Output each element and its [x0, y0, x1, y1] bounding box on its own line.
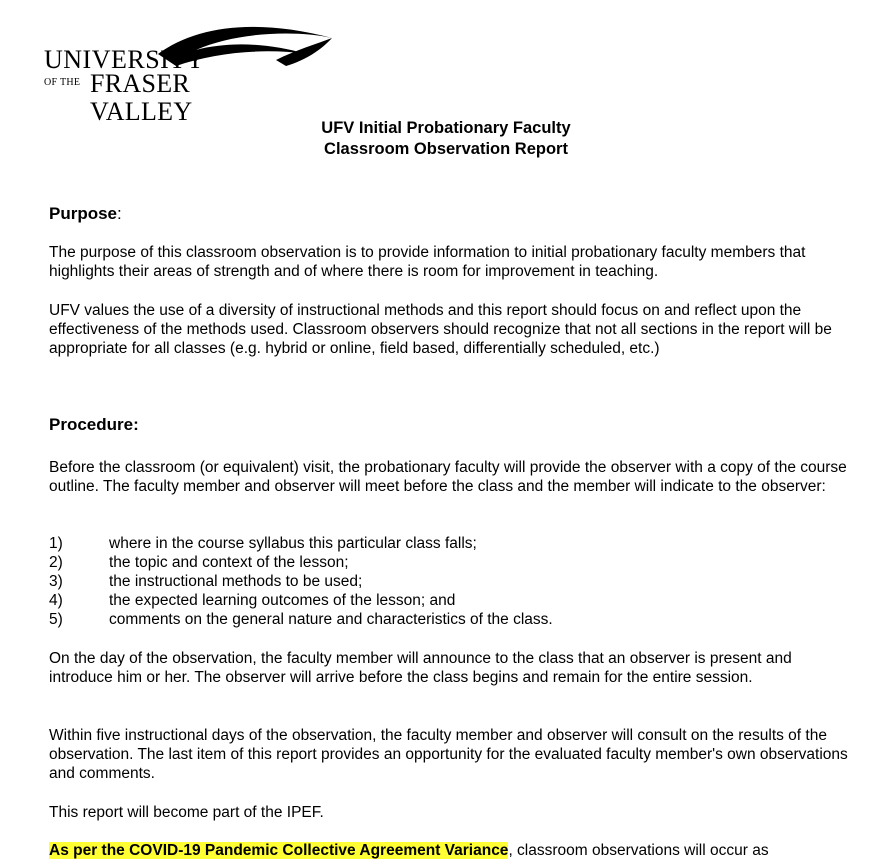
list-item	[49, 591, 849, 610]
document-title	[0, 118, 892, 160]
procedure-ipef-paragraph: This report will become part of the IPEF.	[49, 804, 324, 821]
list-item-text: the topic and context of the lesson;	[109, 554, 349, 571]
procedure-day-paragraph: On the day of the observation, the faculty member will announce to the class that an observer is present and introduce him or her. The observer will arrive before the class begins and remain for the entire session.	[49, 650, 792, 686]
logo-fraser-valley-text: FRASER VALLEY	[90, 69, 193, 126]
procedure-heading-label: Procedure:	[49, 415, 139, 434]
procedure-consult-paragraph: Within five instructional days of the observation, the faculty member and observer will consult on the results of the observation. The last item of this report provides an opportunity for the evaluated faculty member's own observations and comments.	[49, 727, 848, 782]
list-item-number: 2)	[49, 554, 63, 571]
purpose-heading-label: Purpose	[49, 204, 118, 223]
purpose-heading	[49, 204, 122, 224]
covid-variance-paragraph	[49, 841, 849, 860]
covid-variance-text: , classroom observations will occur as	[508, 842, 769, 859]
logo-university-text: UNIVERSITY	[44, 45, 205, 74]
list-item	[49, 572, 849, 591]
procedure-heading	[49, 415, 139, 435]
ufv-logo	[44, 20, 294, 126]
title-line-2: Classroom Observation Report	[324, 140, 568, 158]
purpose-paragraph-2: UFV values the use of a diversity of instructional methods and this report should focus on and reflect upon the effectiveness of the methods used. Classroom observers should recognize that not all sections in the report will be appropriate for all classes (e.g. hybrid or online, field based, differentially scheduled, etc.)	[49, 302, 832, 357]
procedure-intro: Before the classroom (or equivalent) visit, the probationary faculty will provide the observer with a copy of the course outline. The faculty member and observer will meet before the class and the member will indicate to the observer:	[49, 459, 847, 495]
procedure-list	[49, 534, 849, 629]
covid-variance-highlight: As per the COVID-19 Pandemic Collective Agreement Variance	[49, 842, 509, 859]
list-item-number: 5)	[49, 611, 63, 628]
list-item-number: 3)	[49, 573, 63, 590]
list-item	[49, 553, 849, 572]
list-item-text: the expected learning outcomes of the lesson; and	[109, 592, 456, 609]
purpose-heading-colon: :	[117, 204, 122, 223]
logo-of-the-text: OF THE	[44, 77, 81, 88]
list-item-text: the instructional methods to be used;	[109, 573, 363, 590]
list-item	[49, 534, 849, 553]
list-item-number: 4)	[49, 592, 63, 609]
list-item	[49, 610, 849, 629]
list-item-number: 1)	[49, 535, 63, 552]
list-item-text: comments on the general nature and characteristics of the class.	[109, 611, 553, 628]
list-item-text: where in the course syllabus this particular class falls;	[109, 535, 477, 552]
purpose-paragraph-1: The purpose of this classroom observation is to provide information to initial probationary faculty members that highlights their areas of strength and of where there is room for improvement in teaching.	[49, 244, 806, 280]
title-line-1: UFV Initial Probationary Faculty	[321, 119, 571, 137]
